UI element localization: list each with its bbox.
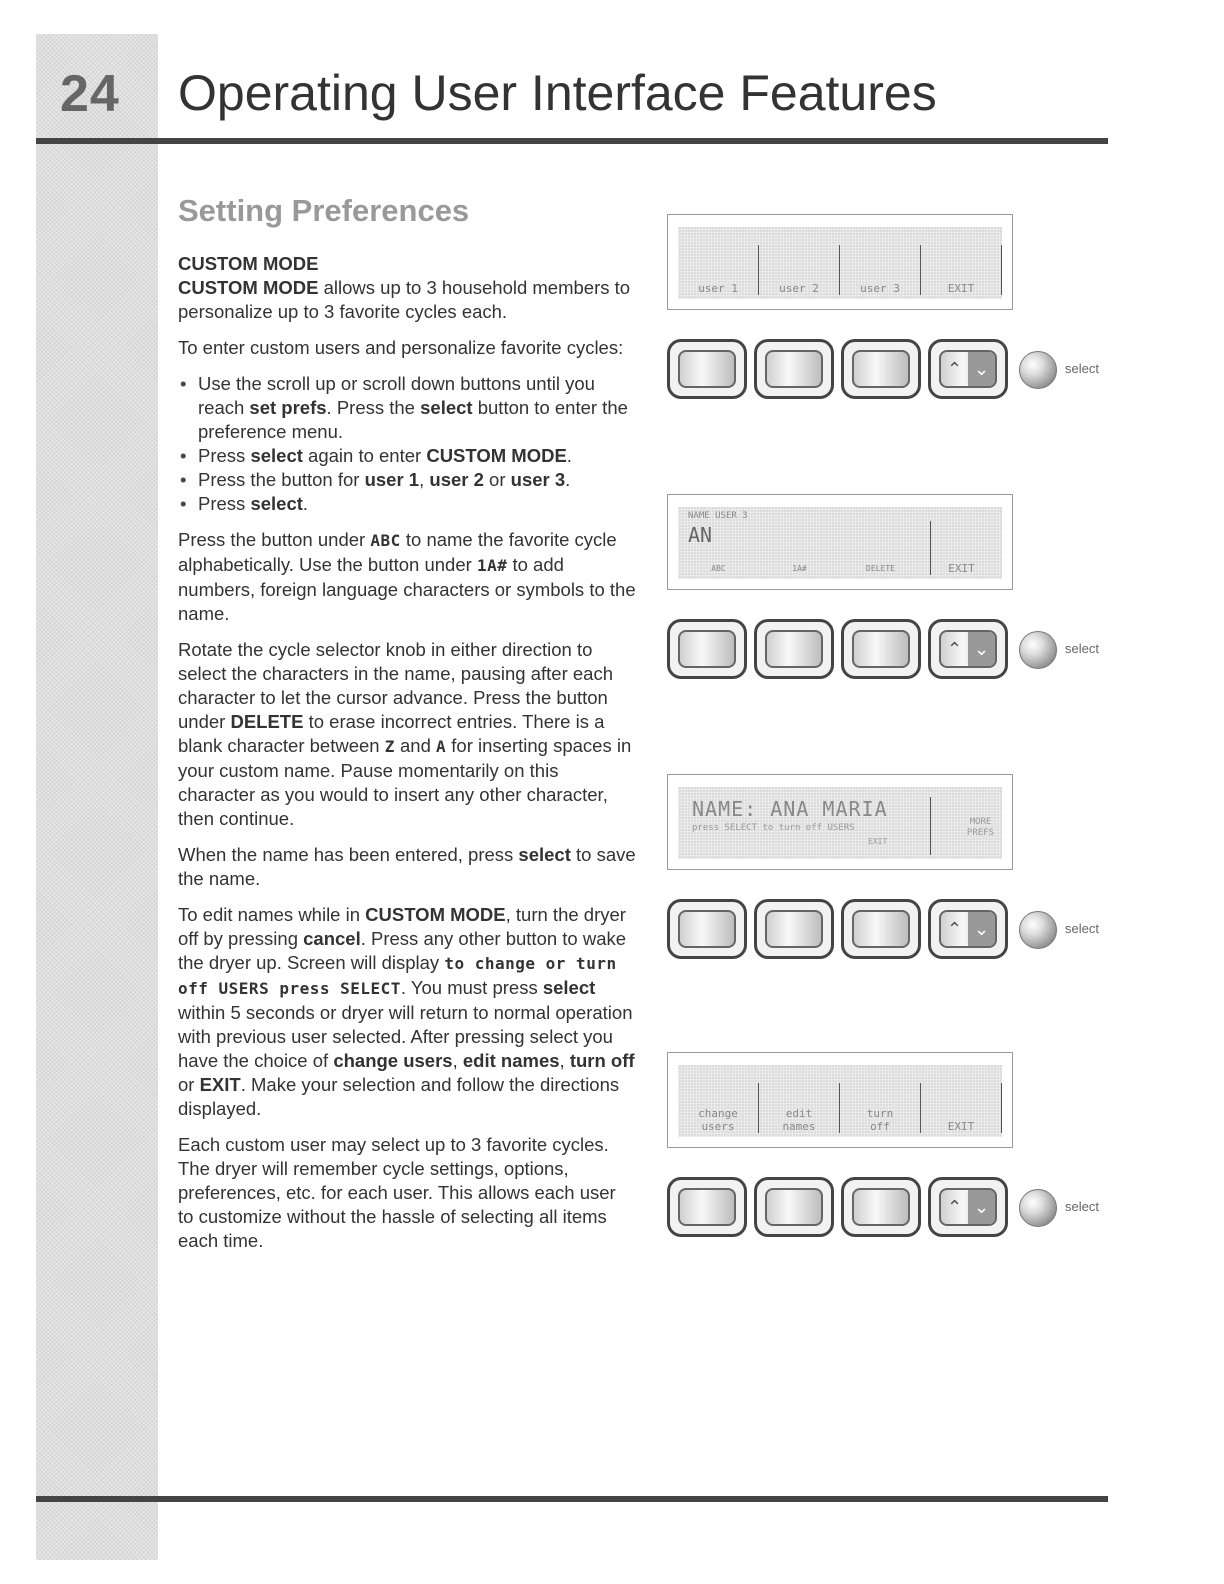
lcd-display xyxy=(667,494,1013,590)
soft-key-label: user 1 xyxy=(678,245,759,295)
soft-key-1-button[interactable] xyxy=(667,1177,747,1237)
lcd-name: NAME: ANA MARIA xyxy=(692,797,888,821)
soft-key-label: EXIT xyxy=(921,245,1002,295)
soft-key-2-button[interactable] xyxy=(754,1177,834,1237)
button-row xyxy=(667,619,1127,683)
page-sidebar-band xyxy=(36,34,158,1560)
list-item: • Use the scroll up or scroll down buttons until you reach set prefs. Press the select button to enter the preference menu. xyxy=(196,372,636,444)
button-row xyxy=(667,339,1127,403)
soft-key-2-button[interactable] xyxy=(754,619,834,679)
soft-key-3-button[interactable] xyxy=(841,339,921,399)
steps-list xyxy=(178,372,636,516)
main-text-column xyxy=(178,192,636,1265)
page-number: 24 xyxy=(60,65,120,123)
scroll-down-icon[interactable]: ⌄ xyxy=(968,352,995,386)
soft-key-label: ABC xyxy=(711,564,726,573)
soft-key-3-button[interactable] xyxy=(841,1177,921,1237)
lcd-screen xyxy=(678,787,1002,859)
soft-key-2-button[interactable] xyxy=(754,339,834,399)
soft-key-label: edit names xyxy=(759,1083,840,1133)
soft-key-3-button[interactable] xyxy=(841,619,921,679)
scroll-down-icon[interactable]: ⌄ xyxy=(968,632,995,666)
scroll-up-icon[interactable]: ⌃ xyxy=(946,358,963,379)
select-label: select xyxy=(1065,1199,1099,1214)
soft-key-label: EXIT xyxy=(948,562,975,575)
bottom-rule xyxy=(36,1496,1108,1502)
section-heading: Setting Preferences xyxy=(178,193,470,228)
scroll-buttons[interactable] xyxy=(928,619,1008,679)
soft-key-1-button[interactable] xyxy=(667,899,747,959)
scroll-buttons[interactable] xyxy=(928,339,1008,399)
lcd-exit: EXIT xyxy=(868,837,888,846)
scroll-down-icon[interactable]: ⌄ xyxy=(968,1190,995,1224)
lcd-screen xyxy=(678,1065,1002,1137)
soft-key-label: user 3 xyxy=(840,245,921,295)
scroll-up-icon[interactable]: ⌃ xyxy=(946,1196,963,1217)
lcd-entry: AN xyxy=(688,523,713,547)
lcd-instruction: press SELECT to turn off USERS xyxy=(692,823,855,833)
soft-key-label: turn off xyxy=(840,1083,921,1133)
scroll-down-icon[interactable]: ⌄ xyxy=(968,912,995,946)
soft-key-label: user 2 xyxy=(759,245,840,295)
page-title: Operating User Interface Features xyxy=(178,65,937,121)
select-button[interactable] xyxy=(1019,631,1057,669)
lcd-screen xyxy=(678,227,1002,299)
scroll-up-icon[interactable]: ⌃ xyxy=(946,638,963,659)
soft-key-label: EXIT xyxy=(921,1083,1002,1133)
soft-key-label: change users xyxy=(678,1083,759,1133)
intro-paragraph: CUSTOM MODE allows up to 3 household members to personalize up to 3 favorite cycles each. xyxy=(178,277,631,322)
list-item: • Press the button for user 1, user 2 or user 3. xyxy=(196,468,636,492)
lcd-display xyxy=(667,214,1013,310)
subheading: CUSTOM MODE xyxy=(178,253,319,274)
enter-paragraph: To enter custom users and personalize favorite cycles: xyxy=(178,337,624,358)
button-row xyxy=(667,1177,1127,1241)
soft-key-label: DELETE xyxy=(866,564,895,573)
select-button[interactable] xyxy=(1019,911,1057,949)
scroll-buttons[interactable] xyxy=(928,899,1008,959)
soft-key-1-button[interactable] xyxy=(667,339,747,399)
scroll-buttons[interactable] xyxy=(928,1177,1008,1237)
abc-paragraph: Press the button under ABC to name the favorite cycle alphabetically. Use the button under 1A# to add numbers, foreign language characters or symbols to the name. xyxy=(178,529,636,624)
list-item: • Press select. xyxy=(196,492,636,516)
lcd-display xyxy=(667,1052,1013,1148)
scroll-up-icon[interactable]: ⌃ xyxy=(946,918,963,939)
save-paragraph: When the name has been entered, press select to save the name. xyxy=(178,844,636,889)
select-label: select xyxy=(1065,921,1099,936)
soft-key-2-button[interactable] xyxy=(754,899,834,959)
list-item: • Press select again to enter CUSTOM MODE. xyxy=(196,444,636,468)
lcd-header: NAME USER 3 xyxy=(688,511,748,521)
lcd-more-prefs: MORE PREFS xyxy=(966,817,994,838)
soft-key-3-button[interactable] xyxy=(841,899,921,959)
each-user-paragraph: Each custom user may select up to 3 favorite cycles. The dryer will remember cycle settings, options, preferences, etc. for each user. This allows each user to customize without the hassle of selecting all items each time. xyxy=(178,1134,616,1251)
lcd-screen xyxy=(678,507,1002,579)
rotate-paragraph: Rotate the cycle selector knob in either direction to select the characters in the name, pausing after each character to let the cursor advance. Press the button under DELETE to erase incorrect entries. There is a blank character between Z and A for inserting spaces in your custom name. Pause momentarily on this character as you would to insert any other character, then continue. xyxy=(178,639,632,829)
select-label: select xyxy=(1065,641,1099,656)
select-button[interactable] xyxy=(1019,351,1057,389)
lcd-display xyxy=(667,774,1013,870)
select-label: select xyxy=(1065,361,1099,376)
edit-paragraph: To edit names while in CUSTOM MODE, turn the dryer off by pressing cancel. Press any other button to wake the dryer up. Screen will display to change or turn off USERS press SELECT. You must press select within 5 seconds or dryer will return to normal operation with previous user selected. After pressing select you have the choice of change users, edit names, turn off or EXIT. Make your selection and follow the directions displayed. xyxy=(178,904,635,1119)
select-button[interactable] xyxy=(1019,1189,1057,1227)
soft-key-label: 1A# xyxy=(792,564,807,573)
top-rule xyxy=(36,138,1108,144)
soft-key-1-button[interactable] xyxy=(667,619,747,679)
button-row xyxy=(667,899,1127,963)
